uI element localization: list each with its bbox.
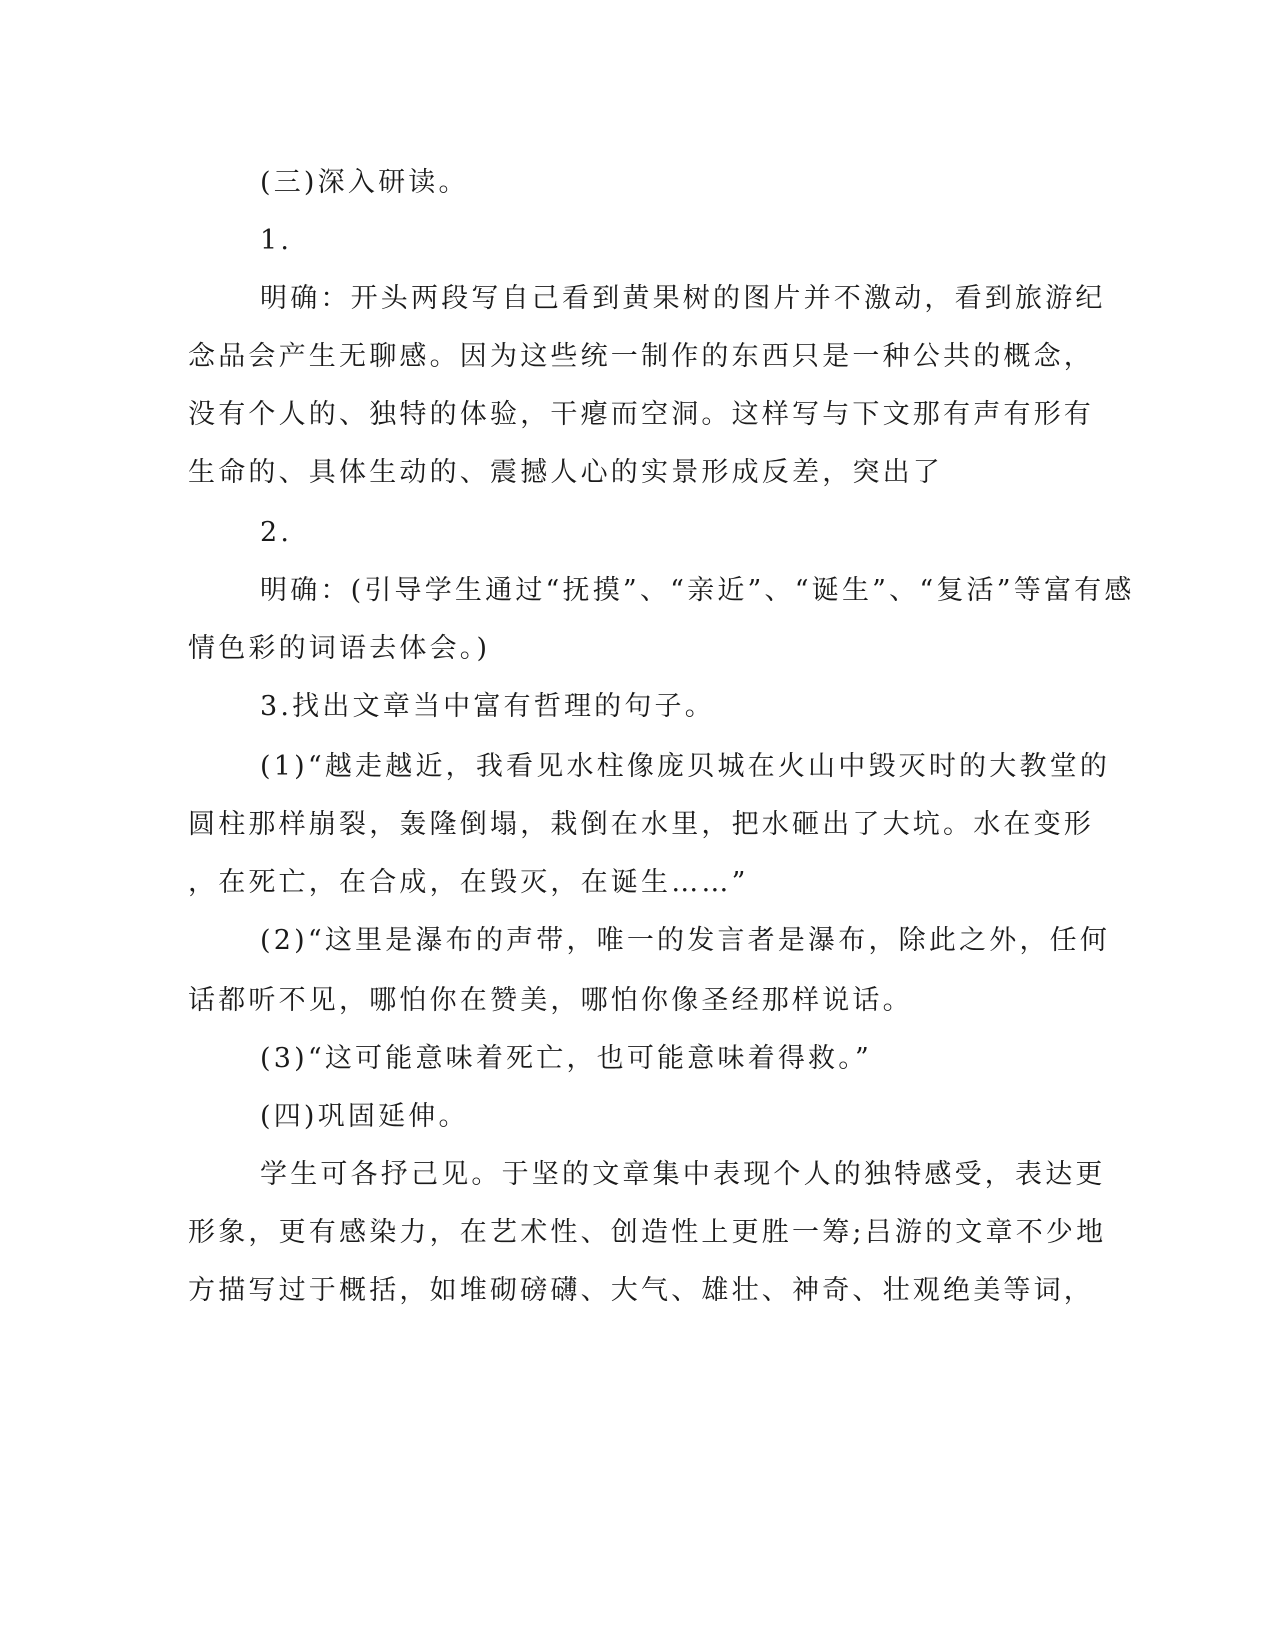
quote-line: (2)“这里是瀑布的声带，唯一的发言者是瀑布，除此之外，任何 bbox=[260, 925, 1111, 956]
item-number-1: 1. bbox=[260, 225, 293, 256]
quote-line: 圆柱那样崩裂，轰隆倒塌，栽倒在水里，把水砸出了大坑。水在变形 bbox=[188, 809, 1094, 840]
paragraph-line: 生命的、具体生动的、震撼人心的实景形成反差，突出了 bbox=[188, 457, 943, 488]
quote-line: 话都听不见，哪怕你在赞美，哪怕你像圣经那样说话。 bbox=[188, 985, 913, 1016]
quote-line: (1)“越走越近，我看见水柱像庞贝城在火山中毁灭时的大教堂的 bbox=[260, 751, 1111, 782]
quote-line: ，在死亡，在合成，在毁灭，在诞生……” bbox=[188, 867, 749, 898]
paragraph-line: 明确：开头两段写自己看到黄果树的图片并不激动，看到旅游纪 bbox=[260, 283, 1106, 314]
paragraph-line: 明确：(引导学生通过“抚摸”、“亲近”、“诞生”、“复活”等富有感 bbox=[260, 575, 1135, 606]
paragraph-line: 情色彩的词语去体会。) bbox=[188, 633, 491, 664]
item-heading-3: 3.找出文章当中富有哲理的句子。 bbox=[260, 691, 715, 722]
paragraph-line: 形象，更有感染力，在艺术性、创造性上更胜一筹;吕游的文章不少地 bbox=[188, 1217, 1107, 1248]
paragraph-line: 念品会产生无聊感。因为这些统一制作的东西只是一种公共的概念， bbox=[188, 341, 1094, 372]
quote-line: (3)“这可能意味着死亡，也可能意味着得救。” bbox=[260, 1043, 872, 1074]
paragraph-line: 没有个人的、独特的体验，干瘪而空洞。这样写与下文那有声有形有 bbox=[188, 399, 1094, 430]
item-number-2: 2. bbox=[260, 517, 293, 548]
paragraph-line: 方描写过于概括，如堆砌磅礴、大气、雄壮、神奇、壮观绝美等词， bbox=[188, 1275, 1094, 1306]
section-heading-3: (三)深入研读。 bbox=[260, 167, 469, 198]
paragraph-line: 学生可各抒己见。于坚的文章集中表现个人的独特感受，表达更 bbox=[260, 1159, 1106, 1190]
section-heading-4: (四)巩固延伸。 bbox=[260, 1101, 469, 1132]
